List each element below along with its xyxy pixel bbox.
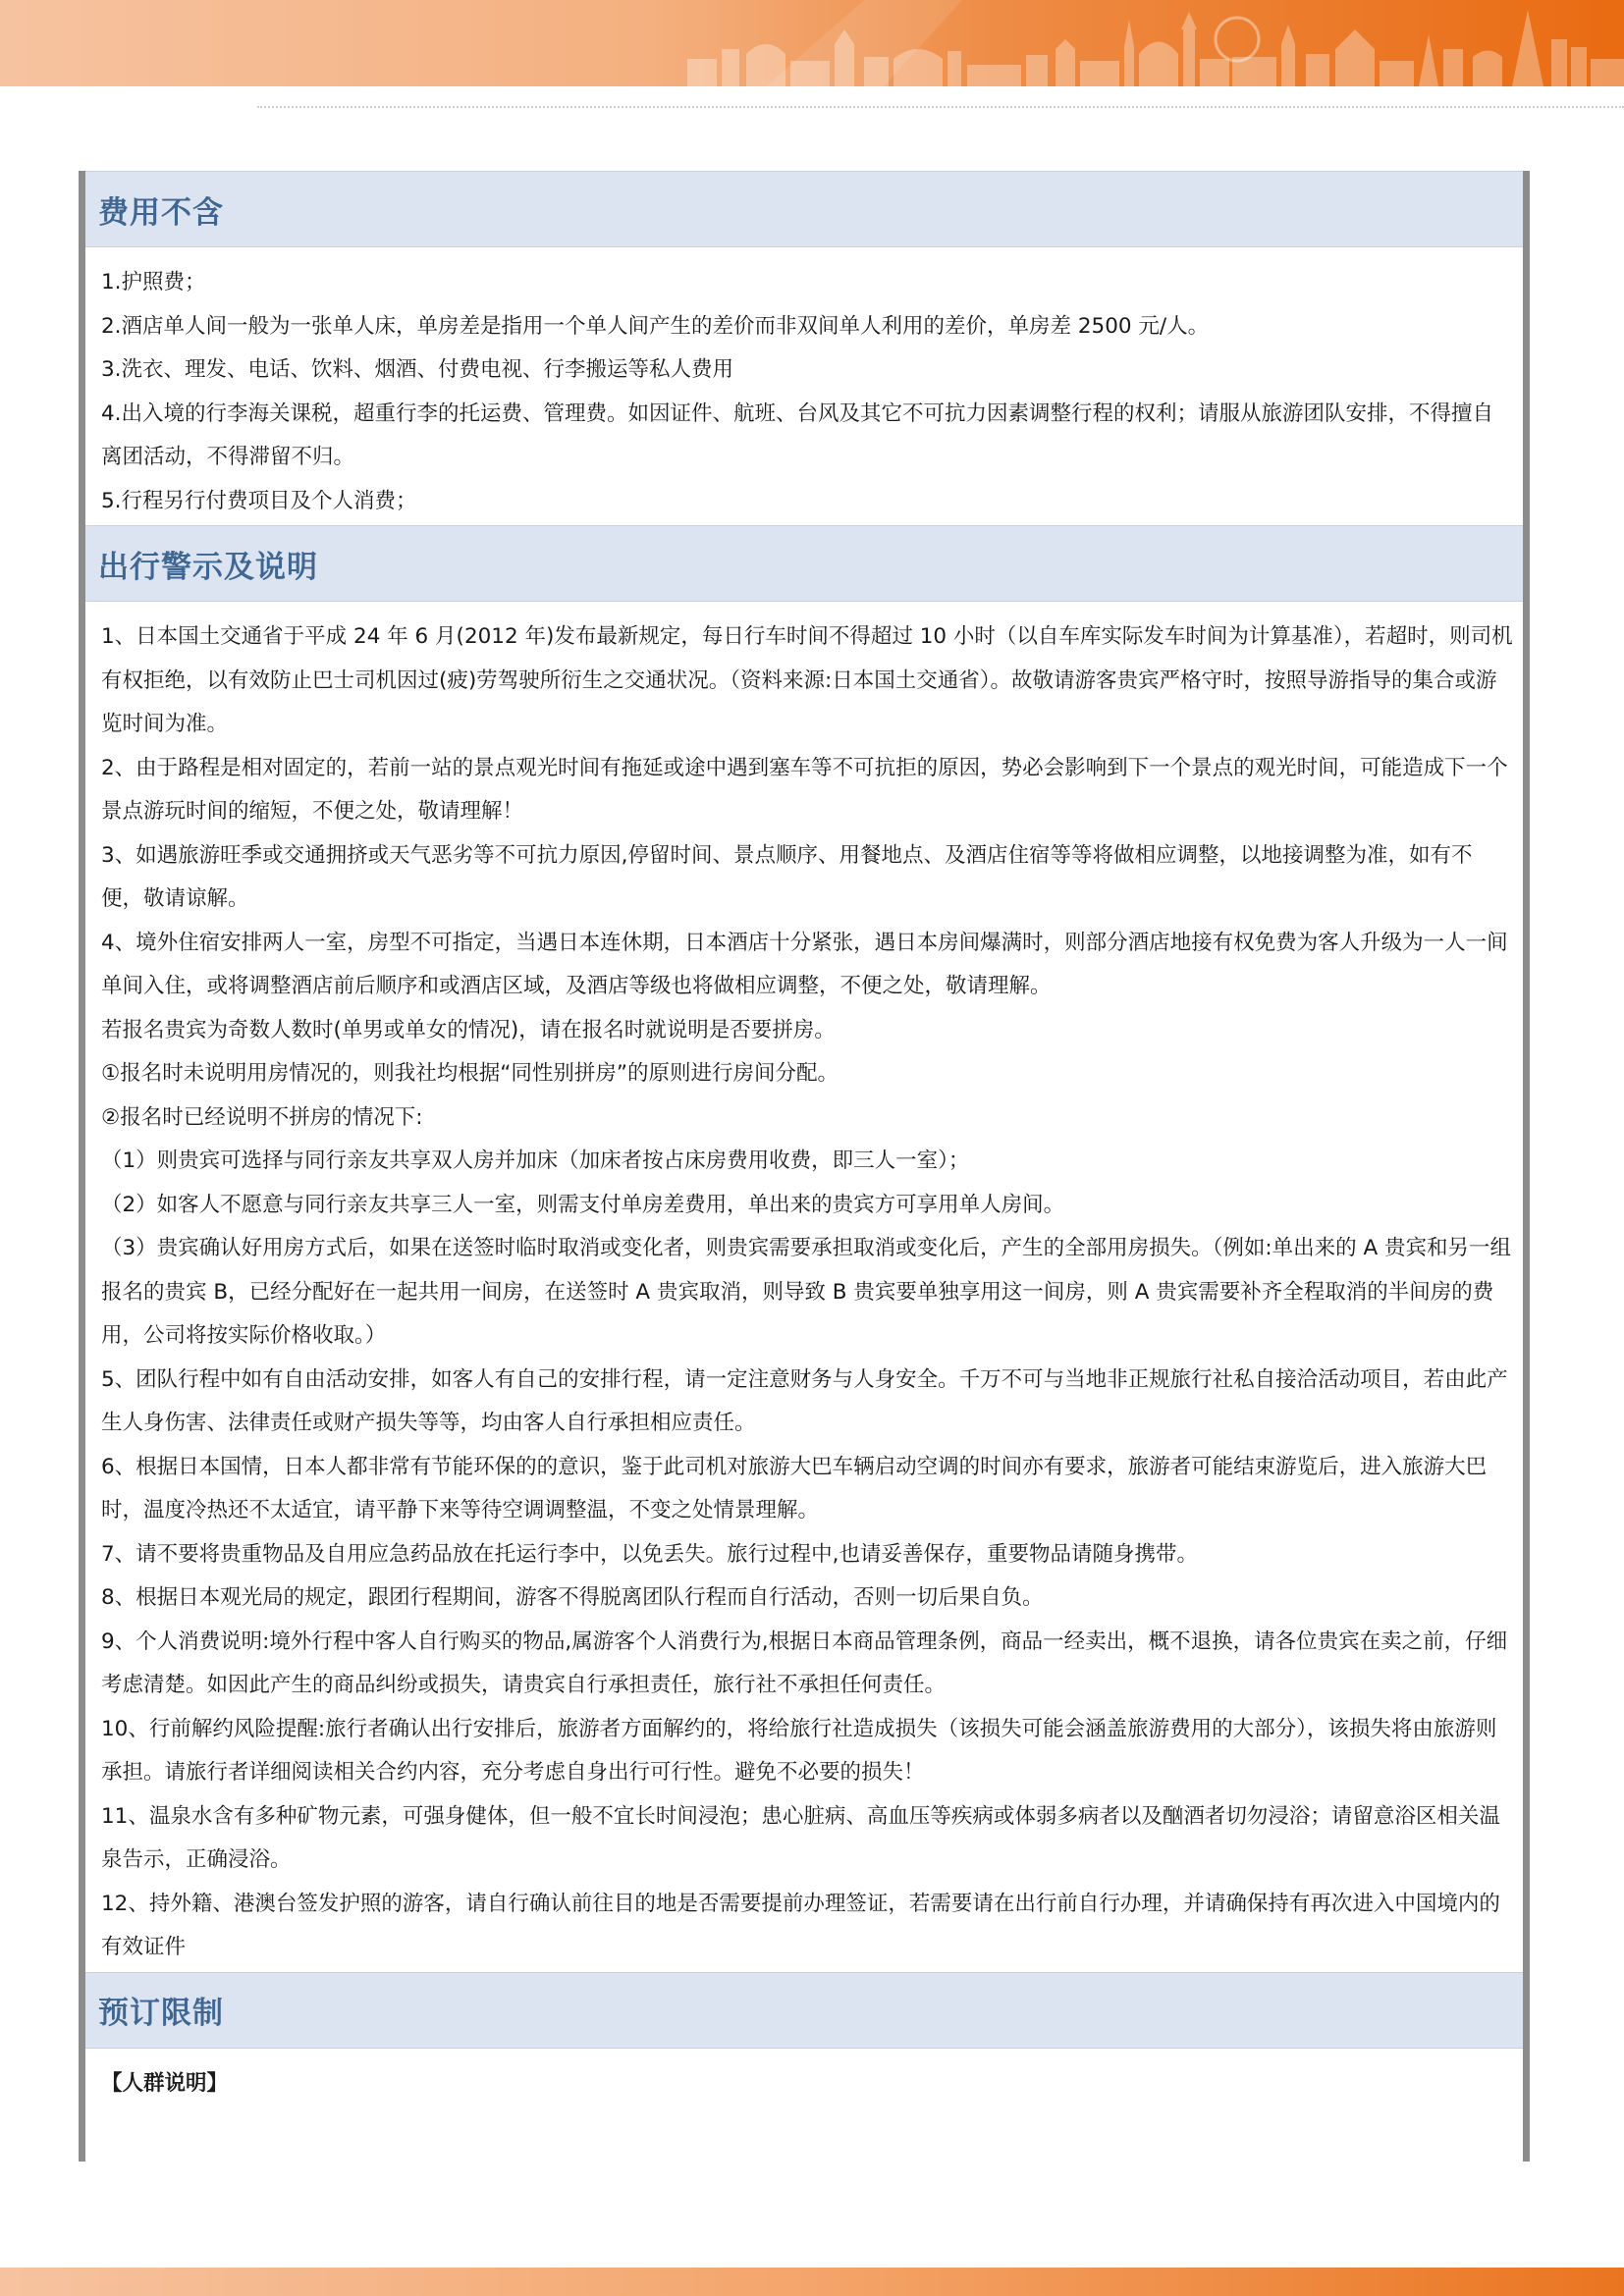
- section-header: [85, 1972, 1523, 2049]
- section-booking-restrictions: [85, 1972, 1523, 2116]
- paragraph: 5、团队行程中如有自由活动安排，如客人有自己的安排行程，请一定注意财务与人身安全。千万不可与当地非正规旅行社私自接洽活动项目，若由此产生人身伤害、法律责任或财产损失等等，均由客人自行承担相应责任。: [101, 1366, 1508, 1435]
- section-title: 预订限制: [98, 1996, 224, 2031]
- paragraph: 1.护照费；: [101, 270, 206, 294]
- paragraph: 8、根据日本观光局的规定，跟团行程期间，游客不得脱离团队行程而自行活动，否则一切后果自负。: [101, 1585, 1044, 1610]
- paragraph: 12、持外籍、港澳台签发护照的游客，请自行确认前往目的地是否需要提前办理签证，若需要请在出行前自行办理，并请确保持有再次进入中国境内的有效证件: [101, 1891, 1500, 1959]
- city-skyline-icon: [0, 0, 1624, 86]
- section-travel-warnings: [85, 525, 1523, 1972]
- paragraph: 2、由于路程是相对固定的，若前一站的景点观光时间有拖延或途中遇到塞车等不可抗拒的原因，势必会影响到下一个景点的观光时间，可能造成下一个景点游玩时间的缩短，不便之处，敬请理解！: [101, 755, 1508, 824]
- section-body: [85, 602, 1523, 1972]
- section-fees-excluded: [85, 171, 1523, 525]
- paragraph: 4、境外住宿安排两人一室，房型不可指定，当遇日本连休期，日本酒店十分紧张，遇日本房间爆满时，则部分酒店地接有权免费为客人升级为一人一间单间入住，或将调整酒店前后顺序和或酒店区域，及酒店等级也将做相应调整，不便之处，敬请理解。: [101, 930, 1508, 998]
- paragraph: 9、个人消费说明:境外行程中客人自行购买的物品,属游客个人消费行为,根据日本商品管理条例，商品一经卖出，概不退换，请各位贵宾在卖之前，仔细考虑清楚。如因此产生的商品纠纷或损失，请贵宾自行承担责任，旅行社不承担任何责任。: [101, 1629, 1508, 1697]
- paragraph: （1）则贵宾可选择与同行亲友共享双人房并加床（加床者按占床房费用收费，即三人一室）；: [101, 1148, 970, 1173]
- paragraph: 6、根据日本国情，日本人都非常有节能环保的的意识，鉴于此司机对旅游大巴车辆启动空调的时间亦有要求，旅游者可能结束游览后，进入旅游大巴时，温度冷热还不太适宜，请平静下来等待空调调整温，不变之处情景理解。: [101, 1454, 1488, 1522]
- paragraph: 若报名贵宾为奇数人数时(单男或单女的情况)，请在报名时就说明是否要拼房。: [101, 1017, 836, 1042]
- paragraph: 11、温泉水含有多种矿物元素，可强身健体，但一般不宜长时间浸泡；患心脏病、高血压等疾病或体弱多病者以及酗酒者切勿浸浴；请留意浴区相关温泉告示，正确浸浴。: [101, 1803, 1500, 1872]
- paragraph: 5.行程另行付费项目及个人消费；: [101, 488, 417, 513]
- paragraph: 【人群说明】: [101, 2070, 229, 2096]
- paragraph: （3）贵宾确认好用房方式后，如果在送签时临时取消或变化者，则贵宾需要承担取消或变化后，产生的全部用房损失。（例如:单出来的 A 贵宾和另一组报名的贵宾 B，已经分配好在一起共用一间房，在送签时 A 贵宾取消，则导致 B 贵宾要单独享用这一间房，则 A 贵宾需要补齐全程取消的半间房的费用，公司将按实际价格收取。）: [101, 1236, 1512, 1348]
- section-body: [85, 247, 1523, 525]
- paragraph: 3.洗衣、理发、电话、饮料、烟酒、付费电视、行李搬运等私人费用: [101, 357, 734, 382]
- paragraph: ②报名时已经说明不拼房的情况下:: [101, 1104, 423, 1130]
- section-header: [85, 525, 1523, 602]
- header-banner: [0, 0, 1624, 86]
- paragraph: 2.酒店单人间一般为一张单人床，单房差是指用一个单人间产生的差价而非双间单人利用的差价，单房差 2500 元/人。: [101, 313, 1210, 339]
- paragraph: （2）如客人不愿意与同行亲友共享三人一室，则需支付单房差费用，单出来的贵宾方可享用单人房间。: [101, 1192, 1065, 1217]
- paragraph: 10、行前解约风险提醒:旅行者确认出行安排后，旅游者方面解约的，将给旅行社造成损失（该损失可能会涵盖旅游费用的大部分），该损失将由旅游则承担。请旅行者详细阅读相关合约内容，充分考虑自身出行可行性。避免不必要的损失！: [101, 1716, 1497, 1785]
- footer-band: [0, 2268, 1624, 2296]
- paragraph: 1、日本国土交通省于平成 24 年 6 月(2012 年)发布最新规定，每日行车时间不得超过 10 小时（以自车库实际发车时间为计算基准），若超时，则司机有权拒绝，以有效防止巴士司机因过(疲)劳驾驶所衍生之交通状况。（资料来源:日本国土交通省）。故敬请游客贵宾严格守时，按照导游指导的集合或游览时间为准。: [101, 624, 1513, 736]
- section-title: 费用不含: [98, 194, 224, 231]
- paragraph: 7、请不要将贵重物品及自用应急药品放在托运行李中，以免丢失。旅行过程中,也请妥善保存，重要物品请随身携带。: [101, 1541, 1199, 1567]
- content-frame: [79, 171, 1530, 2162]
- paragraph: 4.出入境的行李海关课税，超重行李的托运费、管理费。如因证件、航班、台风及其它不可抗力因素调整行程的权利；请服从旅游团队安排，不得擅自离团活动，不得滞留不归。: [101, 400, 1494, 469]
- section-title: 出行警示及说明: [98, 549, 318, 585]
- paragraph: 3、如遇旅游旺季或交通拥挤或天气恶劣等不可抗力原因,停留时间、景点顺序、用餐地点、及酒店住宿等等将做相应调整，以地接调整为准，如有不便，敬请谅解。: [101, 842, 1473, 911]
- section-header: [85, 171, 1523, 247]
- header-divider: [257, 106, 1624, 108]
- section-body: [85, 2049, 1523, 2116]
- paragraph: ①报名时未说明用房情况的，则我社均根据“同性别拼房”的原则进行房间分配。: [101, 1061, 839, 1086]
